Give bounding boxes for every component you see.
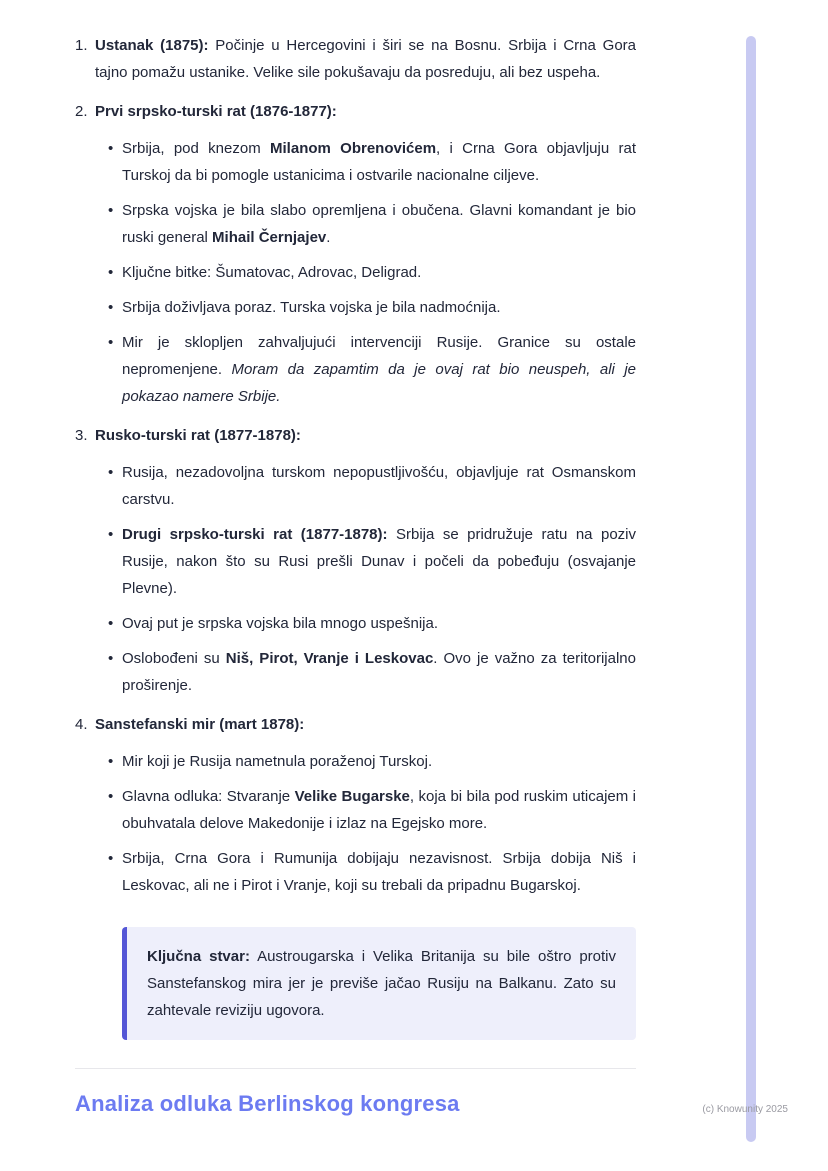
bullet-item [95,610,636,637]
text-segment-bold: Velike Bugarske [294,788,410,805]
text-segment: Srbija se pridružuje ratu na poziv Rusije, nakon što su Rusi prešli Dunav i počeli da pobeđuju (osvajanje Plevne). [122,526,636,597]
text-segment: Počinje u Hercegovini i širi se na Bosnu. Srbija i Crna Gora tajno pomažu ustanike. Velike sile pokušavaju da posreduju, ali bez uspeha. [95,37,636,81]
bullet-text [122,845,636,899]
bullet-text [122,645,636,699]
bullet-text [122,329,636,410]
bullet-text [122,197,636,251]
text-segment: Oslobođeni su [122,650,226,667]
text-segment-bold: Drugi srpsko-turski rat (1877-1878): [122,526,388,543]
text-segment: . Ovo je važno za teritorijalno proširenje. [122,650,636,694]
bullet-icon: • [108,615,114,632]
bullet-icon: • [108,464,114,481]
key-point-callout [122,927,636,1040]
text-segment: Glavna odluka: Stvaranje [122,788,295,805]
bullet-icon: • [108,334,114,351]
bullet-icon: • [108,264,114,281]
bullet-item [95,459,636,513]
item-body [95,422,636,699]
bullet-icon: • [108,650,114,667]
section-heading: Analiza odluka Berlinskog kongresa [75,1091,460,1116]
text-segment: Ključne bitke: Šumatovac, Adrovac, Deligrad. [122,264,422,281]
text-segment: . [326,229,331,246]
bullet-text [122,783,636,837]
item-number: 4. [75,716,88,733]
item-title: Rusko-turski rat (1877-1878): [95,427,301,444]
page-content [75,32,636,1117]
list-item-1 [75,32,636,86]
item-number: 2. [75,103,88,120]
item-number: 1. [75,37,88,54]
bullet-item [95,521,636,602]
bullet-icon: • [108,202,114,219]
bullet-text [122,135,636,189]
bullet-item [95,135,636,189]
text-segment-bold: Mihail Černjajev [212,229,327,246]
text-segment: Austrougarska i Velika Britanija su bile oštro protiv Sanstefanskog mira jer je previše jačao Rusiju na Balkanu. Zato su zahtevale reviziju ugovora. [147,948,617,1019]
text-segment: Srbija, Crna Gora i Rumunija dobijaju nezavisnost. Srbija dobija Niš i Leskovac, ali ne i Pirot i Vranje, koji su trebali da pripadnu Bugarskoj. [122,850,636,894]
list-item-3 [75,422,636,699]
list-item-2 [75,98,636,410]
bullet-icon: • [108,526,114,543]
bullet-text [122,259,421,286]
bullet-item [95,645,636,699]
item-body [95,98,636,410]
bullet-icon: • [108,299,114,316]
text-segment: , koja bi bila pod ruskim uticajem i obuhvatala delove Makedonije i izlaz na Egejsko more. [122,788,636,832]
bullet-item [95,748,636,775]
bullet-item [95,294,636,321]
item-body [95,711,636,899]
bullet-item [95,329,636,410]
text-segment: Srbija doživljava poraz. Turska vojska je bila nadmoćnija. [122,299,501,316]
bullet-item [95,783,636,837]
bullet-item [95,197,636,251]
text-segment-bold: Niš, Pirot, Vranje i Leskovac [225,650,434,667]
text-segment: Ovaj put je srpska vojska bila mnogo uspešnija. [122,615,438,632]
text-segment-italic: Moram da zapamtim da je ovaj rat bio neuspeh, ali je pokazao namere Srbije. [122,361,636,405]
bullet-text [122,521,636,602]
watermark: (c) Knowunity 2025 [702,1104,788,1115]
item-title: Sanstefanski mir (mart 1878): [95,716,305,733]
text-segment: Mir koji je Rusija nametnula poraženoj Turskoj. [122,753,433,770]
callout-label: Ključna stvar: [147,948,250,965]
text-segment: Srbija, pod knezom [122,140,271,157]
text-segment: Rusija, nezadovoljna turskom nepopustljivošću, objavljuje rat Osmanskom carstvu. [122,464,636,508]
item-title: Prvi srpsko-turski rat (1876-1877): [95,103,337,120]
bullet-icon: • [108,140,114,157]
bullet-icon: • [108,850,114,867]
item-lead-bold: Ustanak (1875): [95,37,209,54]
section-divider [75,1068,636,1069]
bullet-text [122,748,432,775]
bullet-icon: • [108,753,114,770]
text-segment: , i Crna Gora objavljuju rat Turskoj da bi pomogle ustanicima i ostvarile nacionalne ciljeve. [122,140,636,184]
bullet-text [122,459,636,513]
text-segment: Mir je sklopljen zahvaljujući intervenciji Rusije. Granice su ostale nepromenjene. [122,334,636,378]
bullet-icon: • [108,788,114,805]
bullet-text [122,294,501,321]
list-item-4 [75,711,636,899]
callout-text [147,943,616,1024]
text-segment: Srpska vojska je bila slabo opremljena i obučena. Glavni komandant je bio ruski general [122,202,636,246]
bullet-text [122,610,438,637]
page-edge-strip [746,36,756,1142]
bullet-item [95,845,636,899]
bullet-item [95,259,636,286]
item-paragraph [95,32,636,86]
item-body [95,32,636,86]
item-number: 3. [75,427,88,444]
text-segment-bold: Milanom Obrenovićem [270,140,437,157]
